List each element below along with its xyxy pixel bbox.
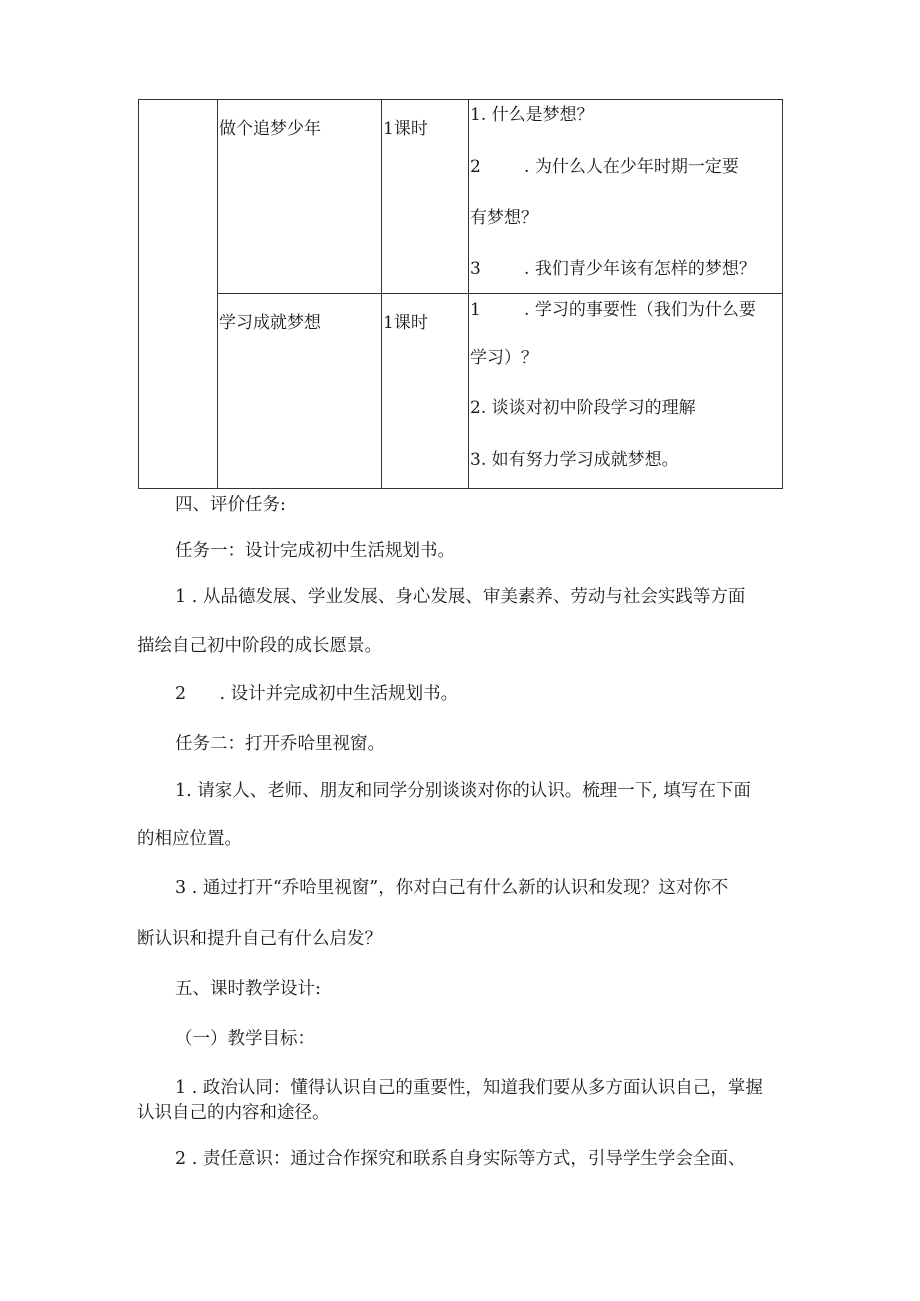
table-cell-content-line: 学习）？ (470, 348, 538, 368)
table-cell-content-line: 2. 谈谈对初中阶段学习的理解 (470, 398, 696, 418)
section-heading: 四、评价任务: (175, 495, 286, 515)
paragraph-line: 1 . 从品德发展、学业发展、身心发展、审美素养、劳动与社会实践等方面 (175, 587, 746, 607)
paragraph-line: 3 . 通过打开“乔哈里视窗”，你对白己有什么新的认识和发现？这对你不 (175, 878, 729, 898)
paragraph-line: 1 . 政治认同：懂得认识自己的重要性，知道我们要从多方面认识自己，掌握 (175, 1078, 763, 1098)
table-column-divider (381, 100, 382, 488)
paragraph-line: 断认识和提升自己有什么启发？ (137, 929, 382, 949)
table-cell-hours: 1课时 (383, 313, 428, 333)
table-cell-hours: 1课时 (383, 119, 428, 139)
table-cell-content-line: 3. 如有努力学习成就梦想。 (470, 450, 679, 470)
table-cell-topic: 学习成就梦想 (219, 313, 321, 333)
paragraph-line: 的相应位置。 (137, 829, 242, 849)
table-cell-content-line: 1 . 学习的事要性（我们为什么要 (470, 300, 756, 320)
paragraph-line: 描绘自己初中阶段的成长愿景。 (137, 636, 382, 656)
lesson-table (138, 99, 783, 489)
paragraph-line: 2 . 责任意识：通过合作探究和联系自身实际等方式，引导学生学会全面、 (175, 1149, 746, 1169)
task-title: 任务二：打开乔哈里视窗。 (175, 734, 385, 754)
table-cell-topic: 做个追梦少年 (219, 119, 321, 139)
table-cell-content-line: 1. 什么是梦想？ (470, 105, 594, 125)
table-row-divider (218, 293, 782, 294)
table-cell-content-line: 有梦想？ (470, 208, 538, 228)
table-column-divider (217, 100, 218, 488)
table-column-divider (468, 100, 469, 488)
task-title: 任务一：设计完成初中生活规划书。 (175, 541, 455, 561)
section-heading: 五、课时教学设计: (175, 979, 321, 999)
subsection-heading: （一）教学目标： (175, 1029, 315, 1049)
paragraph-line: 认识自己的内容和途径。 (137, 1103, 330, 1123)
table-cell-content-line: 3 . 我们青少年该有怎样的梦想？ (470, 259, 756, 279)
paragraph-line: 2 . 设计并完成初中生活规划书。 (175, 684, 459, 704)
table-cell-content-line: 2 . 为什么人在少年时期一定要 (470, 157, 739, 177)
paragraph-line: 1. 请家人、老师、朋友和同学分别谈谈对你的认识。梳理一下, 填写在下面 (175, 781, 751, 801)
